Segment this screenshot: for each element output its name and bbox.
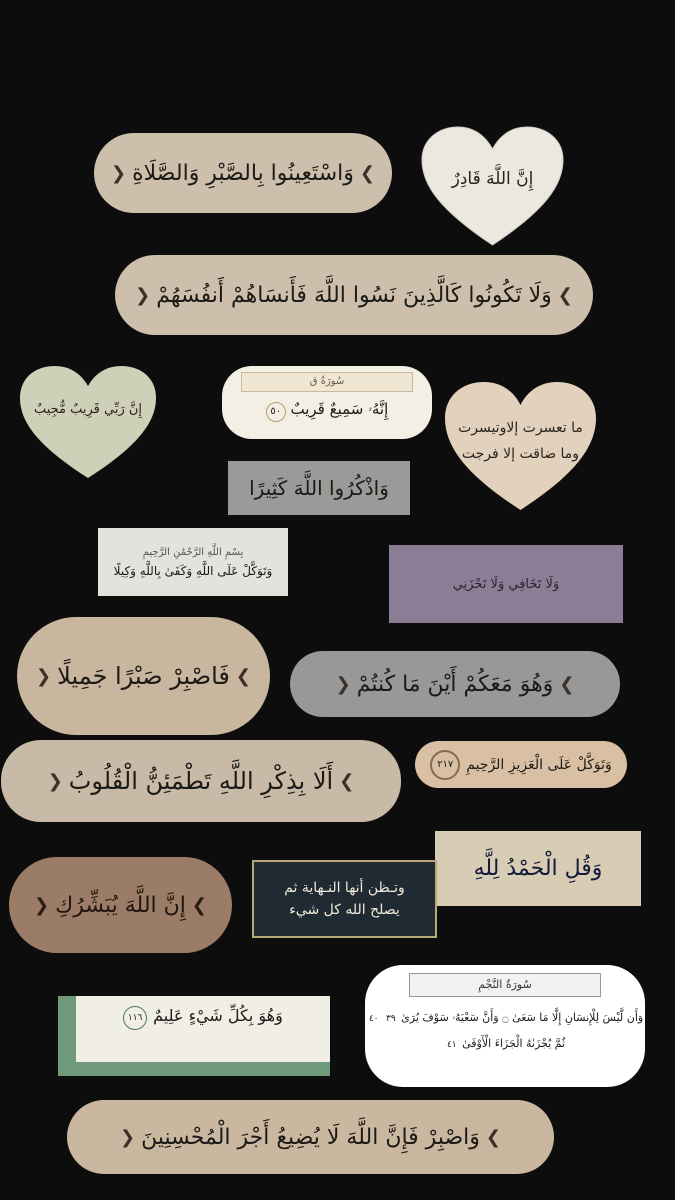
sticker-text: وَقُلِ الْحَمْدُ لِلَّهِ	[473, 856, 603, 881]
sticker-wadhkuru	[228, 461, 410, 515]
surah-title: سُورَةُ ق	[309, 376, 345, 387]
heart-shape-icon	[18, 364, 158, 481]
sticker-text: وَتَوَكَّلْ عَلَى الْعَزِيزِ الرَّحِيمِ	[466, 756, 612, 773]
sticker-surah-najm	[365, 965, 645, 1087]
ornament-left-icon: ❮	[335, 673, 351, 695]
ayah-number: ٤١	[446, 1040, 457, 1050]
surah-header	[409, 973, 601, 997]
sticker-tadhun	[252, 860, 437, 938]
ornament-left-icon: ❮	[120, 1126, 136, 1148]
sticker-ala-bidhikri	[1, 740, 401, 822]
ornament-left-icon: ❮	[111, 162, 127, 184]
heart-sticker-ma-tasarat	[443, 380, 598, 513]
basmala-text: بِسْمِ اللَّهِ الرَّحْمَٰنِ الرَّحِيمِ	[142, 546, 244, 558]
ornament-left-icon: ❮	[36, 665, 52, 687]
sticker-surah-qaf	[222, 366, 432, 439]
heart-sticker-inna-rabbi	[18, 364, 158, 481]
sticker-wahuwa-maakum	[290, 651, 620, 717]
sticker-text-line-2: يصلح الله كل شيء	[289, 902, 400, 918]
ornament-right-icon: ❯	[559, 673, 575, 695]
sticker-wala-takunu	[115, 255, 593, 335]
ornament-right-icon: ❯	[339, 770, 355, 792]
sticker-text: وَتَوَكَّلْ عَلَى اللَّهِ وَكَفَىٰ بِاللَّهِ وَكِيلًا	[113, 563, 273, 578]
ornament-right-icon: ❯	[359, 162, 375, 184]
ornament-right-icon: ❯	[485, 1126, 501, 1148]
sticker-text: أَلَا بِذِكْرِ اللَّهِ تَطْمَئِنُّ الْقُلُوبُ	[68, 767, 334, 795]
ayah-text: ثُمَّ يُجْزَىٰهُ الْجَزَاءَ الْأَوْفَىٰ	[462, 1037, 566, 1050]
sticker-text: وَهُوَ بِكُلِّ شَيْءٍ عَلِيمٌ	[153, 1006, 283, 1025]
sticker-text: وَلَا تَكُونُوا كَالَّذِينَ نَسُوا اللَّهَ فَأَنسَاهُمْ أَنفُسَهُمْ	[156, 282, 552, 308]
ayah-text: إِنَّهُۥ سَمِيعٌ قَرِيبٌ	[290, 400, 389, 418]
ornament-right-icon: ❯	[235, 665, 251, 687]
sticker-fasbir	[17, 617, 270, 735]
heart-text-line-1: ما تعسرت إلاوتيسرت	[458, 420, 583, 436]
surah-title: سُورَةُ النَّجْمِ	[478, 978, 532, 991]
ayah-number: ٢١٧	[430, 750, 460, 780]
ornament-left-icon: ❮	[34, 894, 50, 916]
ornament-right-icon: ❯	[191, 894, 207, 916]
sticker-wasbir-fainna	[67, 1100, 554, 1174]
sticker-text: وَاصْبِرْ فَإِنَّ اللَّهَ لَا يُضِيعُ أَجْرَ الْمُحْسِنِينَ	[141, 1124, 480, 1150]
heart-sticker-qadir	[420, 125, 565, 248]
sticker-waqul-alhamdu	[435, 831, 641, 906]
sticker-la-takhafi	[389, 545, 623, 623]
sticker-tawakkal-aziz	[415, 741, 627, 788]
ayah-line	[266, 400, 389, 422]
sticker-tawakkal-wakeel	[98, 528, 288, 596]
ayah-line-1	[367, 1011, 643, 1025]
ornament-left-icon: ❮	[135, 284, 151, 306]
ayah-line-2	[445, 1037, 565, 1050]
ayah-number: ٣٩	[385, 1014, 396, 1024]
sticker-text: وَهُوَ مَعَكُمْ أَيْنَ مَا كُنتُمْ	[356, 671, 554, 697]
sticker-yubashiruk	[9, 857, 232, 953]
sticker-istaeenu	[94, 133, 392, 213]
sticker-text: وَاذْكُرُوا اللَّهَ كَثِيرًا	[249, 476, 389, 500]
ornament-left-icon: ❮	[47, 770, 63, 792]
sticker-text: فَاصْبِرْ صَبْرًا جَمِيلًا	[57, 662, 230, 690]
heart-text: إِنَّ اللَّهَ قَادِرٌ	[451, 169, 534, 189]
sticker-text: وَلَا تَخَافِي وَلَا تَحْزَنِي	[452, 576, 560, 592]
sticker-text: وَاسْتَعِينُوا بِالصَّبْرِ وَالصَّلَاةِ	[132, 160, 354, 186]
ayah-number: ٤٠	[368, 1014, 379, 1024]
ayah-number: ٥٠	[266, 402, 286, 422]
ayah-number: ١١٦	[123, 1006, 147, 1030]
ornament-right-icon: ❯	[557, 284, 573, 306]
heart-text-line-2: وما ضاقت إلا فرجت	[461, 446, 580, 462]
sticker-text: إِنَّ اللَّهَ يُبَشِّرُكِ	[55, 892, 186, 918]
surah-header	[241, 372, 413, 392]
sticker-text-line-1: وتـظن أنها النـهاية ثم	[284, 880, 405, 896]
ayah-text: وَأَن لَّيْسَ لِلْإِنسَانِ إِلَّا مَا سَعَىٰ ۝ وَأَنَّ سَعْيَهُۥ سَوْفَ يُرَىٰ	[401, 1011, 644, 1024]
heart-text: إِنَّ رَبِّي قَرِيبٌ مُّجِيبٌ	[33, 402, 143, 417]
sticker-wahuwa-bikulli	[58, 996, 330, 1076]
